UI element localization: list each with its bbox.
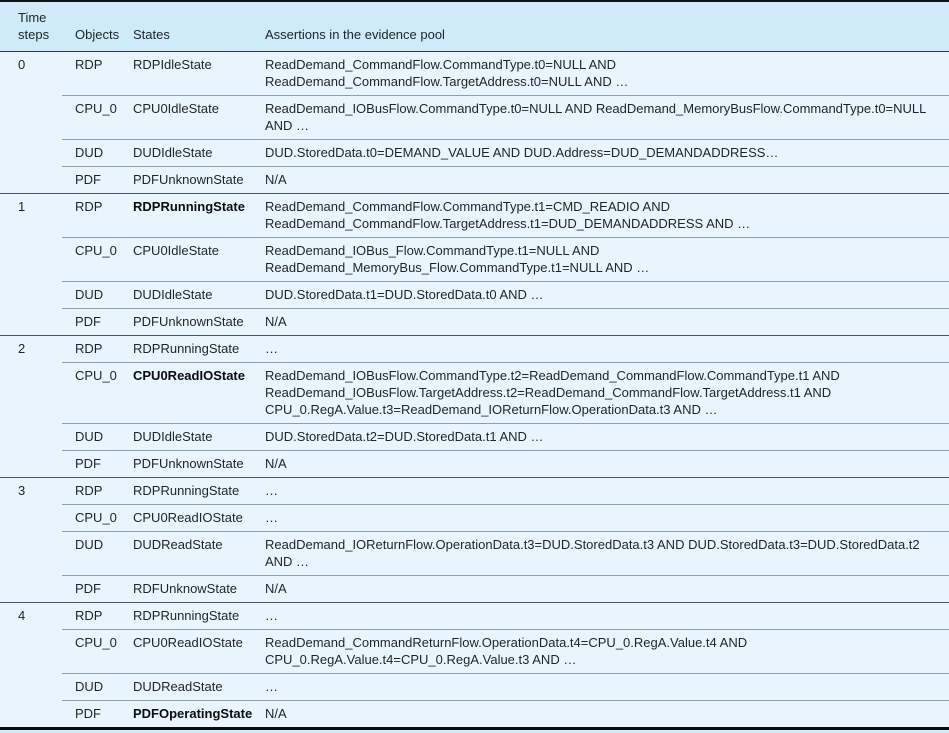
table-row <box>0 629 949 673</box>
state-cell: CPU0ReadIOState <box>133 510 243 525</box>
object-cell: DUD <box>75 429 104 444</box>
state-cell: RDPRunningState <box>133 199 245 214</box>
assertion-cell: … <box>265 510 278 525</box>
table-row <box>0 139 949 166</box>
assertion-cell: N/A <box>265 581 287 596</box>
time-step-cell: 2 <box>18 341 26 356</box>
object-cell: RDP <box>75 57 103 72</box>
table-row <box>0 194 949 237</box>
time-step-spacer <box>0 308 62 335</box>
object-cell: DUD <box>75 145 104 160</box>
time-step-spacer <box>0 281 62 308</box>
table-row <box>0 336 949 362</box>
assertion-cell: DUD.StoredData.t0=DEMAND_VALUE AND DUD.Address=DUD_DEMANDADDRESS… <box>265 145 779 160</box>
header-objects: Objects <box>75 27 120 42</box>
time-step-cell: 0 <box>18 57 26 72</box>
time-step-spacer <box>0 575 62 602</box>
table-bottom-rule <box>0 727 949 730</box>
assertion-cell: ReadDemand_CommandReturnFlow.OperationData.t4=CPU_0.RegA.Value.t4 AND CPU_0.RegA.Value.t4=CPU_0.RegA.Value.t3 AND … <box>265 635 748 667</box>
time-step-group-2 <box>0 336 949 478</box>
assertion-cell: ReadDemand_IOBusFlow.CommandType.t0=NULL AND ReadDemand_MemoryBusFlow.CommandType.t0=NULL AND … <box>265 101 926 133</box>
object-cell: CPU_0 <box>75 101 117 116</box>
table-row <box>0 504 949 531</box>
time-step-spacer <box>0 362 62 423</box>
assertion-cell: ReadDemand_IOReturnFlow.OperationData.t3=DUD.StoredData.t3 AND DUD.StoredData.t3=DUD.StoredData.t2 AND … <box>265 537 920 569</box>
state-cell: CPU0IdleState <box>133 101 219 116</box>
table-header-row <box>0 0 949 52</box>
table-row <box>0 362 949 423</box>
state-cell: RDPRunningState <box>133 341 240 356</box>
time-step-spacer <box>0 673 62 700</box>
table-row <box>0 700 949 727</box>
object-cell: CPU_0 <box>75 635 117 650</box>
assertion-cell: ReadDemand_IOBus_Flow.CommandType.t1=NULL AND ReadDemand_MemoryBus_Flow.CommandType.t1=NULL AND … <box>265 243 650 275</box>
table-row <box>0 423 949 450</box>
object-cell: CPU_0 <box>75 243 117 258</box>
table-row <box>0 603 949 629</box>
state-cell: RDPIdleState <box>133 57 212 72</box>
object-cell: DUD <box>75 287 104 302</box>
object-cell: RDP <box>75 483 103 498</box>
object-cell: PDF <box>75 581 101 596</box>
table-row <box>0 478 949 504</box>
time-step-spacer <box>0 423 62 450</box>
time-step-spacer <box>0 139 62 166</box>
time-step-spacer <box>0 95 62 139</box>
object-cell: CPU_0 <box>75 368 117 383</box>
time-step-spacer <box>0 450 62 477</box>
object-cell: PDF <box>75 172 101 187</box>
table-row <box>0 95 949 139</box>
assertion-cell: N/A <box>265 706 287 721</box>
assertion-cell: ReadDemand_CommandFlow.CommandType.t1=CMD_READIO AND ReadDemand_CommandFlow.TargetAddress.t1=DUD_DEMANDADDRESS AND … <box>265 199 751 231</box>
time-step-spacer <box>0 700 62 727</box>
state-cell: DUDIdleState <box>133 145 213 160</box>
time-step-cell: 4 <box>18 608 26 623</box>
assertion-cell: ReadDemand_IOBusFlow.CommandType.t2=ReadDemand_CommandFlow.CommandType.t1 AND ReadDemand_IOBusFlow.TargetAddress.t2=ReadDemand_CommandFlow.TargetAddress.t1 AND CPU_0.RegA.Value.t3=ReadDemand_IOReturnFlow.OperationData.t3 AND … <box>265 368 840 417</box>
assertion-cell: … <box>265 608 278 623</box>
state-cell: PDFUnknownState <box>133 314 244 329</box>
state-cell: DUDIdleState <box>133 287 213 302</box>
assertion-cell: … <box>265 679 278 694</box>
table-row <box>0 673 949 700</box>
time-step-spacer <box>0 166 62 193</box>
object-cell: RDP <box>75 608 103 623</box>
assertion-cell: N/A <box>265 456 287 471</box>
state-cell: DUDIdleState <box>133 429 213 444</box>
table-row <box>0 237 949 281</box>
assertion-cell: DUD.StoredData.t1=DUD.StoredData.t0 AND … <box>265 287 544 302</box>
time-step-spacer <box>0 237 62 281</box>
assertion-cell: N/A <box>265 314 287 329</box>
object-cell: RDP <box>75 199 103 214</box>
time-step-group-3 <box>0 478 949 603</box>
time-step-spacer <box>0 629 62 673</box>
object-cell: DUD <box>75 679 104 694</box>
time-step-spacer <box>0 531 62 575</box>
assertion-cell: ReadDemand_CommandFlow.CommandType.t0=NULL AND ReadDemand_CommandFlow.TargetAddress.t0=NULL AND … <box>265 57 629 89</box>
time-step-group-1 <box>0 194 949 336</box>
table-body <box>0 52 949 727</box>
table-row <box>0 281 949 308</box>
state-cell: DUDReadState <box>133 537 223 552</box>
time-step-group-4 <box>0 603 949 727</box>
state-cell: RDPRunningState <box>133 608 240 623</box>
object-cell: RDP <box>75 341 103 356</box>
table-row <box>0 531 949 575</box>
header-time-steps: Time steps <box>18 10 50 42</box>
time-step-group-0 <box>0 52 949 194</box>
table-row <box>0 52 949 95</box>
assertion-cell: … <box>265 483 278 498</box>
object-cell: PDF <box>75 456 101 471</box>
table-row <box>0 575 949 602</box>
header-states: States <box>133 27 170 42</box>
object-cell: CPU_0 <box>75 510 117 525</box>
assertion-cell: DUD.StoredData.t2=DUD.StoredData.t1 AND … <box>265 429 544 444</box>
table-row <box>0 450 949 477</box>
state-cell: CPU0ReadIOState <box>133 635 243 650</box>
state-cell: PDFUnknownState <box>133 456 244 471</box>
time-step-cell: 1 <box>18 199 26 214</box>
state-cell: CPU0IdleState <box>133 243 219 258</box>
state-cell: DUDReadState <box>133 679 223 694</box>
state-cell: PDFOperatingState <box>133 706 253 721</box>
header-assertions: Assertions in the evidence pool <box>265 27 445 42</box>
state-cell: RDFUnknowState <box>133 581 238 596</box>
assertion-cell: N/A <box>265 172 287 187</box>
object-cell: DUD <box>75 537 104 552</box>
time-step-cell: 3 <box>18 483 26 498</box>
state-cell: PDFUnknownState <box>133 172 244 187</box>
object-cell: PDF <box>75 706 101 721</box>
table-row <box>0 166 949 193</box>
state-cell: RDPRunningState <box>133 483 240 498</box>
table-row <box>0 308 949 335</box>
time-step-spacer <box>0 504 62 531</box>
object-cell: PDF <box>75 314 101 329</box>
assertion-cell: … <box>265 341 278 356</box>
state-cell: CPU0ReadIOState <box>133 368 245 383</box>
